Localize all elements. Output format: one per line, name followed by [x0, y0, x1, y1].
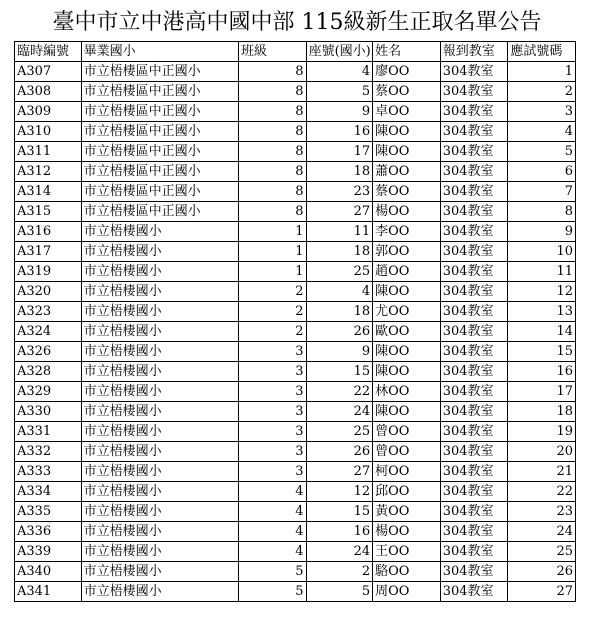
cell-exam-number: 5: [508, 142, 576, 162]
cell-report-room: 304教室: [440, 342, 508, 362]
cell-class: 8: [238, 122, 306, 142]
cell-class: 2: [238, 302, 306, 322]
cell-report-room: 304教室: [440, 282, 508, 302]
cell-report-room: 304教室: [440, 122, 508, 142]
cell-elementary-school: 市立梧棲國小: [81, 442, 238, 462]
table-row: [15, 222, 576, 242]
cell-exam-number: 15: [508, 342, 576, 362]
cell-name: 王OO: [373, 542, 441, 562]
cell-name: 廖OO: [373, 62, 441, 82]
cell-temp-id: A331: [15, 422, 82, 442]
cell-temp-id: A333: [15, 462, 82, 482]
cell-elementary-school: 市立梧棲區中正國小: [81, 62, 238, 82]
cell-temp-id: A308: [15, 82, 82, 102]
cell-temp-id: A334: [15, 482, 82, 502]
cell-report-room: 304教室: [440, 102, 508, 122]
table-row: [15, 62, 576, 82]
cell-report-room: 304教室: [440, 182, 508, 202]
header-elementary-school: 畢業國小: [81, 42, 238, 62]
cell-temp-id: A339: [15, 542, 82, 562]
cell-exam-number: 17: [508, 382, 576, 402]
cell-report-room: 304教室: [440, 502, 508, 522]
cell-exam-number: 7: [508, 182, 576, 202]
table-row: [15, 102, 576, 122]
cell-report-room: 304教室: [440, 382, 508, 402]
cell-name: 周OO: [373, 582, 441, 602]
cell-report-room: 304教室: [440, 202, 508, 222]
cell-seat-number: 25: [306, 262, 373, 282]
cell-seat-number: 22: [306, 382, 373, 402]
cell-exam-number: 19: [508, 422, 576, 442]
cell-report-room: 304教室: [440, 222, 508, 242]
header-name: 姓名: [373, 42, 441, 62]
cell-seat-number: 15: [306, 502, 373, 522]
cell-report-room: 304教室: [440, 522, 508, 542]
cell-name: 歐OO: [373, 322, 441, 342]
cell-class: 5: [238, 582, 306, 602]
admission-list-table: [14, 41, 576, 602]
cell-temp-id: A335: [15, 502, 82, 522]
cell-elementary-school: 市立梧棲國小: [81, 562, 238, 582]
cell-report-room: 304教室: [440, 242, 508, 262]
header-temp-id: 臨時編號: [15, 42, 82, 62]
table-row: [15, 362, 576, 382]
cell-seat-number: 25: [306, 422, 373, 442]
cell-class: 8: [238, 142, 306, 162]
cell-report-room: 304教室: [440, 422, 508, 442]
cell-exam-number: 14: [508, 322, 576, 342]
cell-elementary-school: 市立梧棲國小: [81, 282, 238, 302]
cell-exam-number: 12: [508, 282, 576, 302]
cell-elementary-school: 市立梧棲國小: [81, 542, 238, 562]
cell-class: 4: [238, 542, 306, 562]
cell-class: 3: [238, 402, 306, 422]
cell-seat-number: 18: [306, 302, 373, 322]
cell-report-room: 304教室: [440, 302, 508, 322]
cell-seat-number: 26: [306, 322, 373, 342]
cell-name: 林OO: [373, 382, 441, 402]
cell-temp-id: A314: [15, 182, 82, 202]
cell-elementary-school: 市立梧棲國小: [81, 262, 238, 282]
cell-elementary-school: 市立梧棲國小: [81, 582, 238, 602]
cell-class: 3: [238, 422, 306, 442]
cell-class: 8: [238, 82, 306, 102]
table-row: [15, 122, 576, 142]
cell-name: 陳OO: [373, 142, 441, 162]
cell-class: 1: [238, 242, 306, 262]
cell-elementary-school: 市立梧棲國小: [81, 382, 238, 402]
cell-class: 3: [238, 362, 306, 382]
cell-name: 蔡OO: [373, 82, 441, 102]
cell-temp-id: A307: [15, 62, 82, 82]
cell-temp-id: A317: [15, 242, 82, 262]
cell-exam-number: 16: [508, 362, 576, 382]
cell-temp-id: A312: [15, 162, 82, 182]
cell-report-room: 304教室: [440, 142, 508, 162]
cell-seat-number: 9: [306, 102, 373, 122]
cell-temp-id: A330: [15, 402, 82, 422]
table-row: [15, 542, 576, 562]
cell-name: 邱OO: [373, 482, 441, 502]
cell-elementary-school: 市立梧棲國小: [81, 522, 238, 542]
cell-class: 3: [238, 342, 306, 362]
cell-name: 卓OO: [373, 102, 441, 122]
cell-elementary-school: 市立梧棲國小: [81, 242, 238, 262]
cell-name: 陳OO: [373, 402, 441, 422]
cell-class: 8: [238, 202, 306, 222]
table-row: [15, 142, 576, 162]
cell-temp-id: A326: [15, 342, 82, 362]
cell-elementary-school: 市立梧棲國小: [81, 422, 238, 442]
table-row: [15, 282, 576, 302]
cell-elementary-school: 市立梧棲區中正國小: [81, 102, 238, 122]
cell-seat-number: 26: [306, 442, 373, 462]
cell-exam-number: 26: [508, 562, 576, 582]
cell-name: 柯OO: [373, 462, 441, 482]
cell-elementary-school: 市立梧棲國小: [81, 222, 238, 242]
table-row: [15, 382, 576, 402]
cell-seat-number: 5: [306, 582, 373, 602]
cell-seat-number: 9: [306, 342, 373, 362]
cell-temp-id: A319: [15, 262, 82, 282]
table-row: [15, 462, 576, 482]
cell-temp-id: A315: [15, 202, 82, 222]
cell-class: 8: [238, 62, 306, 82]
header-seat-number: 座號(國小): [306, 42, 373, 62]
cell-temp-id: A324: [15, 322, 82, 342]
cell-temp-id: A329: [15, 382, 82, 402]
cell-elementary-school: 市立梧棲國小: [81, 462, 238, 482]
cell-class: 3: [238, 382, 306, 402]
cell-exam-number: 10: [508, 242, 576, 262]
table-row: [15, 242, 576, 262]
cell-exam-number: 6: [508, 162, 576, 182]
table-row: [15, 162, 576, 182]
cell-name: 陳OO: [373, 122, 441, 142]
cell-name: 駱OO: [373, 562, 441, 582]
cell-elementary-school: 市立梧棲國小: [81, 342, 238, 362]
cell-temp-id: A316: [15, 222, 82, 242]
cell-seat-number: 2: [306, 562, 373, 582]
cell-class: 4: [238, 502, 306, 522]
cell-temp-id: A328: [15, 362, 82, 382]
header-class: 班級: [238, 42, 306, 62]
table-row: [15, 202, 576, 222]
cell-temp-id: A336: [15, 522, 82, 542]
cell-report-room: 304教室: [440, 82, 508, 102]
cell-class: 5: [238, 562, 306, 582]
cell-temp-id: A320: [15, 282, 82, 302]
cell-seat-number: 24: [306, 402, 373, 422]
table-row: [15, 82, 576, 102]
cell-exam-number: 20: [508, 442, 576, 462]
cell-name: 趙OO: [373, 262, 441, 282]
page-title: 臺中市立中港高中國中部 115級新生正取名單公告: [52, 10, 542, 35]
cell-class: 1: [238, 262, 306, 282]
cell-exam-number: 18: [508, 402, 576, 422]
cell-temp-id: A340: [15, 562, 82, 582]
cell-exam-number: 27: [508, 582, 576, 602]
cell-name: 曾OO: [373, 442, 441, 462]
cell-class: 2: [238, 322, 306, 342]
cell-elementary-school: 市立梧棲區中正國小: [81, 82, 238, 102]
cell-elementary-school: 市立梧棲區中正國小: [81, 162, 238, 182]
cell-report-room: 304教室: [440, 402, 508, 422]
cell-seat-number: 11: [306, 222, 373, 242]
cell-elementary-school: 市立梧棲國小: [81, 502, 238, 522]
cell-name: 蔡OO: [373, 182, 441, 202]
cell-report-room: 304教室: [440, 162, 508, 182]
cell-exam-number: 8: [508, 202, 576, 222]
header-exam-number: 應試號碼: [508, 42, 576, 62]
cell-name: 楊OO: [373, 522, 441, 542]
cell-exam-number: 23: [508, 502, 576, 522]
cell-class: 3: [238, 462, 306, 482]
cell-class: 1: [238, 222, 306, 242]
cell-seat-number: 17: [306, 142, 373, 162]
cell-name: 蕭OO: [373, 162, 441, 182]
cell-report-room: 304教室: [440, 482, 508, 502]
cell-exam-number: 11: [508, 262, 576, 282]
cell-temp-id: A310: [15, 122, 82, 142]
cell-exam-number: 21: [508, 462, 576, 482]
cell-class: 3: [238, 442, 306, 462]
cell-report-room: 304教室: [440, 582, 508, 602]
cell-exam-number: 13: [508, 302, 576, 322]
cell-temp-id: A311: [15, 142, 82, 162]
table-row: [15, 402, 576, 422]
cell-seat-number: 27: [306, 202, 373, 222]
table-row: [15, 482, 576, 502]
cell-name: 陳OO: [373, 282, 441, 302]
cell-exam-number: 9: [508, 222, 576, 242]
cell-class: 4: [238, 522, 306, 542]
table-row: [15, 182, 576, 202]
table-row: [15, 342, 576, 362]
cell-name: 李OO: [373, 222, 441, 242]
cell-seat-number: 24: [306, 542, 373, 562]
cell-elementary-school: 市立梧棲國小: [81, 362, 238, 382]
cell-report-room: 304教室: [440, 322, 508, 342]
cell-seat-number: 4: [306, 62, 373, 82]
table-row: [15, 262, 576, 282]
cell-exam-number: 25: [508, 542, 576, 562]
cell-report-room: 304教室: [440, 542, 508, 562]
header-report-room: 報到教室: [440, 42, 508, 62]
table-row: [15, 582, 576, 602]
cell-elementary-school: 市立梧棲國小: [81, 402, 238, 422]
cell-exam-number: 2: [508, 82, 576, 102]
table-row: [15, 302, 576, 322]
cell-name: 陳OO: [373, 342, 441, 362]
cell-report-room: 304教室: [440, 362, 508, 382]
cell-seat-number: 23: [306, 182, 373, 202]
cell-seat-number: 27: [306, 462, 373, 482]
cell-seat-number: 16: [306, 122, 373, 142]
cell-seat-number: 15: [306, 362, 373, 382]
cell-temp-id: A323: [15, 302, 82, 322]
cell-temp-id: A341: [15, 582, 82, 602]
cell-name: 曾OO: [373, 422, 441, 442]
table-body: [15, 62, 576, 602]
table-row: [15, 442, 576, 462]
cell-name: 黃OO: [373, 502, 441, 522]
cell-name: 尤OO: [373, 302, 441, 322]
cell-elementary-school: 市立梧棲區中正國小: [81, 122, 238, 142]
cell-name: 陳OO: [373, 362, 441, 382]
cell-elementary-school: 市立梧棲國小: [81, 302, 238, 322]
cell-exam-number: 4: [508, 122, 576, 142]
cell-exam-number: 1: [508, 62, 576, 82]
cell-report-room: 304教室: [440, 442, 508, 462]
cell-class: 8: [238, 102, 306, 122]
cell-seat-number: 4: [306, 282, 373, 302]
cell-report-room: 304教室: [440, 462, 508, 482]
cell-class: 4: [238, 482, 306, 502]
cell-class: 2: [238, 282, 306, 302]
cell-class: 8: [238, 162, 306, 182]
table-row: [15, 422, 576, 442]
cell-elementary-school: 市立梧棲區中正國小: [81, 182, 238, 202]
cell-seat-number: 18: [306, 242, 373, 262]
table-row: [15, 502, 576, 522]
cell-seat-number: 12: [306, 482, 373, 502]
cell-seat-number: 5: [306, 82, 373, 102]
cell-seat-number: 16: [306, 522, 373, 542]
table-header-row: [15, 42, 576, 62]
cell-elementary-school: 市立梧棲區中正國小: [81, 142, 238, 162]
cell-elementary-school: 市立梧棲國小: [81, 482, 238, 502]
cell-exam-number: 22: [508, 482, 576, 502]
cell-seat-number: 18: [306, 162, 373, 182]
cell-temp-id: A332: [15, 442, 82, 462]
cell-elementary-school: 市立梧棲國小: [81, 322, 238, 342]
table-row: [15, 522, 576, 542]
cell-exam-number: 3: [508, 102, 576, 122]
cell-elementary-school: 市立梧棲區中正國小: [81, 202, 238, 222]
cell-name: 郭OO: [373, 242, 441, 262]
cell-report-room: 304教室: [440, 562, 508, 582]
cell-class: 8: [238, 182, 306, 202]
table-row: [15, 322, 576, 342]
cell-exam-number: 24: [508, 522, 576, 542]
cell-report-room: 304教室: [440, 62, 508, 82]
table-row: [15, 562, 576, 582]
cell-report-room: 304教室: [440, 262, 508, 282]
cell-name: 楊OO: [373, 202, 441, 222]
cell-temp-id: A309: [15, 102, 82, 122]
